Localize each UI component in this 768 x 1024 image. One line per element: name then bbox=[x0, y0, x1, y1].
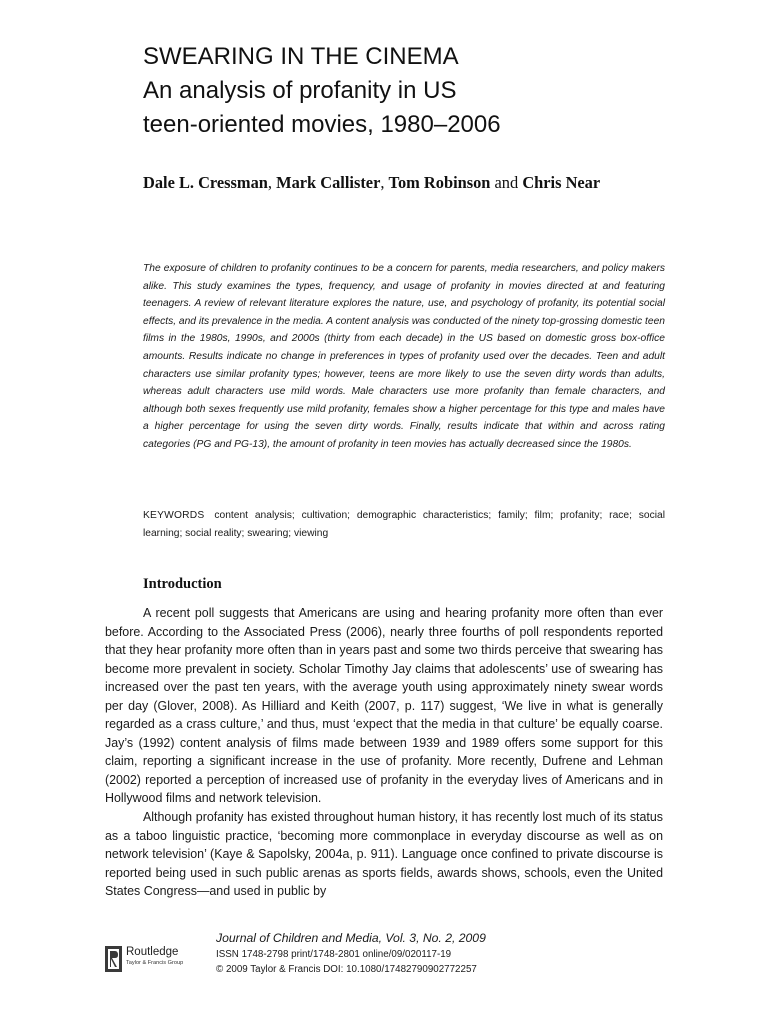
keywords-text: content analysis; cultivation; demographic characteristics; family; film; profanity; race; social learning; social reality; swearing; viewing bbox=[143, 510, 665, 539]
abstract-text: The exposure of children to profanity continues to be a concern for parents, media researchers, and policy makers alike. This study examines the types, frequency, and usage of profanity in movies directed at and featuring teenagers. A review of relevant literature explores the nature, use, and psychology of profanity, its potential social effects, and its prevalence in the media. A content analysis was conducted of the ninety top-grossing domestic teen films in the 1980s, 1990s, and 2000s (thirty from each decade) in the US based on domestic gross box-office amounts. Results indicate no change in preferences in types of profanity used over the decades. Teen and adult characters use similar profanity types; however, teens are more likely to use the seven dirty words than adults, whereas adult characters use mild words. Male characters use more profanity than female characters, and although both sexes frequently use mild profanity, females show a higher percentage for this type and males have a higher percentage for using the seven dirty words. Finally, results indicate that within and across rating categories (PG and PG-13), the amount of profanity in teen movies has actually decreased since the 1980s. bbox=[143, 263, 665, 450]
author-separator: , bbox=[380, 173, 389, 192]
body-paragraph: A recent poll suggests that Americans are using and hearing profanity more often than ever before. According to the Associated Press (2006), nearly three fourths of poll respondents reported that they hear profanity more often than in years past and some two thirds perceive that swearing has become more prevalent in society. Scholar Timothy Jay claims that adolescents’ use of swearing has increased over the past ten years, with the average youth using approximately ninety swear words per day (Glover, 2008). As Hilliard and Keith (2007, p. 117) suggest, ‘We live in what is generally regarded as a crass culture,’ and thus, must ‘expect that the media in that culture’ be equally coarse. Jay’s (1992) content analysis of films made between 1939 and 1989 offers some support for this claim, reporting a significant increase in the use of profanity. More recently, Dufrene and Lehman (2002) reported a perception of increased use of profanity in the everyday lives of Americans and in Hollywood films and network television. bbox=[105, 606, 663, 806]
publisher-logo bbox=[105, 946, 205, 980]
keywords bbox=[143, 507, 665, 543]
copyright-line: © 2009 Taylor & Francis DOI: 10.1080/17482790902772257 bbox=[216, 964, 477, 975]
issn-line: ISSN 1748-2798 print/1748-2801 online/09/020117-19 bbox=[216, 949, 452, 960]
author-name: Tom Robinson bbox=[388, 173, 491, 192]
publisher-subtitle: Taylor & Francis Group bbox=[126, 960, 184, 966]
body-text bbox=[105, 604, 663, 901]
journal-citation: Journal of Children and Media, Vol. 3, No. 2, 2009 bbox=[216, 931, 486, 945]
title-line-3: teen-oriented movies, 1980–2006 bbox=[143, 111, 501, 138]
publisher-name: Routledge bbox=[126, 946, 179, 958]
author-name: Chris Near bbox=[522, 173, 601, 192]
author-list bbox=[143, 172, 683, 194]
routledge-logo-icon bbox=[105, 946, 122, 972]
keywords-label: KEYWORDS bbox=[143, 510, 205, 521]
title-line-2: An analysis of profanity in US bbox=[143, 77, 457, 104]
body-paragraph: Although profanity has existed throughout human history, it has recently lost much of its status as a taboo linguistic practice, ‘becoming more commonplace in everyday discourse as well as on network television’ (Kaye & Sapolsky, 2004a, p. 911). Language once confined to private discourse is reported being used in such public arenas as sports fields, awards shows, schools, even the United States Congress—and used in public by bbox=[105, 810, 663, 899]
author-name: Mark Callister bbox=[276, 173, 381, 192]
title-line-1: SWEARING IN THE CINEMA bbox=[143, 43, 459, 70]
author-separator: and bbox=[490, 173, 523, 192]
page-footer bbox=[105, 930, 665, 990]
section-heading-introduction: Introduction bbox=[143, 576, 222, 592]
author-separator: , bbox=[267, 173, 277, 192]
author-name: Dale L. Cressman bbox=[143, 173, 268, 192]
article-title bbox=[143, 40, 703, 142]
